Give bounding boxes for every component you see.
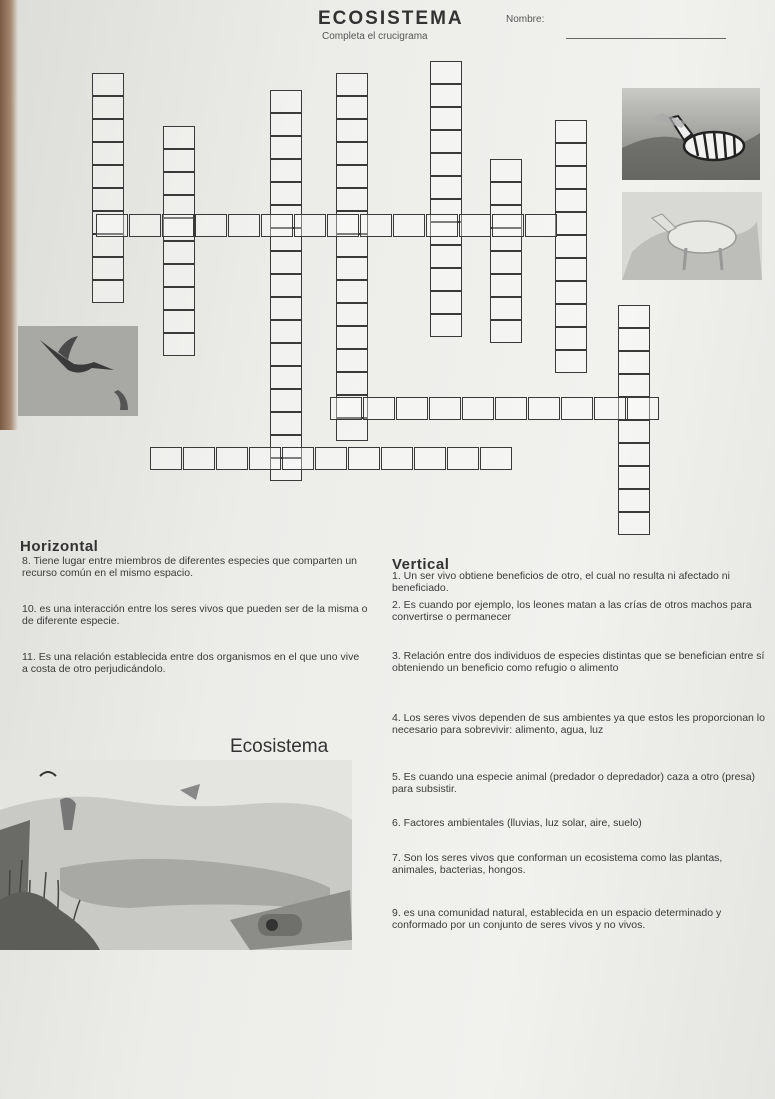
crossword-cell[interactable] [92,280,124,303]
bird-photo [18,326,138,416]
vertical-clue-5: 5. Es cuando una especie animal (predador o depredador) caza a otro (presa) para subsistir. [392,771,756,795]
crossword-cell[interactable] [270,90,302,113]
crossword-cell[interactable] [627,397,659,420]
crossword-cell[interactable] [96,214,128,237]
crossword-cell[interactable] [528,397,560,420]
crossword-cell[interactable] [555,166,587,189]
crossword-cell[interactable] [336,234,368,257]
crossword-cell[interactable] [360,214,392,237]
crossword-cell[interactable] [195,214,227,237]
crossword-cell[interactable] [163,310,195,333]
crossword-cell[interactable] [216,447,248,470]
vertical-heading: Vertical [392,556,450,573]
crossword-cell[interactable] [561,397,593,420]
crossword-cell[interactable] [462,397,494,420]
crossword-cell[interactable] [396,397,428,420]
crossword-cell[interactable] [336,349,368,372]
crossword-cell[interactable] [336,418,368,441]
crossword-cell[interactable] [555,327,587,350]
crossword-cell[interactable] [336,280,368,303]
crossword-cell[interactable] [183,447,215,470]
crossword-cell[interactable] [430,176,462,199]
vertical-clue-2: 2. Es cuando por ejemplo, los leones matan a las crías de otros machos para convertirse o permanecer [392,599,752,623]
crossword-cell[interactable] [336,142,368,165]
crossword-cell[interactable] [430,84,462,107]
crossword-cell[interactable] [330,397,362,420]
crossword-cell[interactable] [495,397,527,420]
vertical-clue-9: 9. es una comunidad natural, establecida en un espacio determinado y conformado por un conjunto de seres vivos y no vivos. [392,907,722,931]
crossword-cell[interactable] [228,214,260,237]
crossword-cell[interactable] [430,268,462,291]
crossword-cell[interactable] [163,287,195,310]
crossword-cell[interactable] [430,61,462,84]
crossword-cell[interactable] [261,214,293,237]
crossword-cell[interactable] [270,389,302,412]
crossword-cell[interactable] [163,172,195,195]
crossword-cell[interactable] [270,320,302,343]
crossword-cell[interactable] [618,466,650,489]
crossword-cell[interactable] [459,214,491,237]
crossword-cell[interactable] [525,214,557,237]
crossword-cell[interactable] [430,130,462,153]
crossword-cell[interactable] [618,420,650,443]
vertical-clue-1: 1. Un ser vivo obtiene beneficios de otro, el cual no resulta ni afectado ni beneficiado. [392,570,730,594]
horizontal-clue-10: 10. es una interacción entre los seres vivos que pueden ser de la misma o de diferente especie. [22,603,368,627]
crossword-cell[interactable] [315,447,347,470]
crossword-cell[interactable] [430,107,462,130]
crossword-cell[interactable] [490,182,522,205]
crossword-cell[interactable] [618,489,650,512]
crossword-cell[interactable] [618,443,650,466]
crossword-cell[interactable] [129,214,161,237]
crossword-cell[interactable] [555,189,587,212]
crossword-cell[interactable] [294,214,326,237]
crossword-cell[interactable] [270,366,302,389]
crossword-cell[interactable] [492,214,524,237]
crossword-cell[interactable] [92,257,124,280]
horizontal-heading: Horizontal [20,538,99,555]
crossword-cell[interactable] [163,126,195,149]
vertical-clue-3: 3. Relación entre dos individuos de especies distintas que se benefician entre sí obteniendo un beneficio como refugio o alimento [392,650,765,674]
crossword-cell[interactable] [555,235,587,258]
crossword-cell[interactable] [490,251,522,274]
crossword-cell[interactable] [426,214,458,237]
crossword-cell[interactable] [490,297,522,320]
crossword-cell[interactable] [92,142,124,165]
crossword-cell[interactable] [336,303,368,326]
crossword-cell[interactable] [618,374,650,397]
crossword-cell[interactable] [270,182,302,205]
crossword-cell[interactable] [555,281,587,304]
crossword-cell[interactable] [430,245,462,268]
crossword-cell[interactable] [336,188,368,211]
crossword-cell[interactable] [618,512,650,535]
animal-photo [622,192,762,280]
crossword-cell[interactable] [270,412,302,435]
crossword-cell[interactable] [414,447,446,470]
crossword-cell[interactable] [490,320,522,343]
horizontal-clue-11: 11. Es una relación establecida entre dos organismos en el que uno vive a costa de otro perjudicándolo. [22,651,360,675]
crossword-cell[interactable] [163,241,195,264]
crossword-cell[interactable] [270,113,302,136]
crossword-cell[interactable] [618,305,650,328]
crossword-cell[interactable] [336,165,368,188]
crossword-cell[interactable] [594,397,626,420]
crossword-cell[interactable] [618,351,650,374]
horizontal-clue-8: 8. Tiene lugar entre miembros de diferentes especies que comparten un recurso común en el mismo espacio. [22,555,358,579]
crossword-cell[interactable] [163,149,195,172]
crossword-cell[interactable] [270,251,302,274]
crossword-cell[interactable] [555,350,587,373]
crossword-cell[interactable] [92,234,124,257]
crossword-cell[interactable] [490,159,522,182]
crossword-cell[interactable] [162,214,194,237]
crossword-cell[interactable] [555,143,587,166]
crossword-cell[interactable] [270,343,302,366]
crossword-cell[interactable] [336,257,368,280]
crossword-cell[interactable] [336,73,368,96]
crossword-cell[interactable] [163,333,195,356]
crossword-cell[interactable] [92,165,124,188]
crossword-cell[interactable] [336,119,368,142]
crossword-cell[interactable] [336,326,368,349]
name-label: Nombre: [506,14,545,25]
worksheet-subtitle: Completa el crucigrama [322,31,428,42]
vertical-clue-4: 4. Los seres vivos dependen de sus ambientes ya que estos les proporcionan lo necesario para sobrevivir: alimento, agua, luz [392,712,765,736]
crossword-cell[interactable] [490,274,522,297]
crossword-cell[interactable] [270,159,302,182]
crossword-cell[interactable] [480,447,512,470]
crossword-cell[interactable] [618,328,650,351]
crossword-cell[interactable] [327,214,359,237]
crossword-cell[interactable] [92,119,124,142]
crossword-cell[interactable] [270,274,302,297]
crossword-cell[interactable] [555,304,587,327]
crossword-cell[interactable] [336,372,368,395]
vertical-clue-7: 7. Son los seres vivos que conforman un ecosistema como las plantas, animales, bacterias, hongos. [392,852,723,876]
vertical-clue-6: 6. Factores ambientales (lluvias, luz solar, aire, suelo) [392,817,642,829]
zebra-photo [622,88,760,180]
crossword-cell[interactable] [363,397,395,420]
crossword-cell[interactable] [430,153,462,176]
crossword-cell[interactable] [555,258,587,281]
crossword-cell[interactable] [555,120,587,143]
crossword-cell[interactable] [430,314,462,337]
crossword-cell[interactable] [249,447,281,470]
crossword-cell[interactable] [92,73,124,96]
crossword-cell[interactable] [393,214,425,237]
crossword-cell[interactable] [430,291,462,314]
crossword-cell[interactable] [336,96,368,119]
ecosystem-illustration [0,760,352,950]
crossword-cell[interactable] [348,447,380,470]
crossword-cell[interactable] [92,188,124,211]
crossword-cell[interactable] [381,447,413,470]
crossword-cell[interactable] [150,447,182,470]
crossword-cell[interactable] [270,136,302,159]
crossword-cell[interactable] [92,96,124,119]
ecosystem-label: Ecosistema [230,736,329,757]
crossword-cell[interactable] [282,447,314,470]
crossword-cell[interactable] [429,397,461,420]
crossword-cell[interactable] [270,297,302,320]
crossword-cell[interactable] [555,212,587,235]
crossword-cell[interactable] [447,447,479,470]
worksheet-title: ECOSISTEMA [318,8,464,29]
crossword-cell[interactable] [163,264,195,287]
